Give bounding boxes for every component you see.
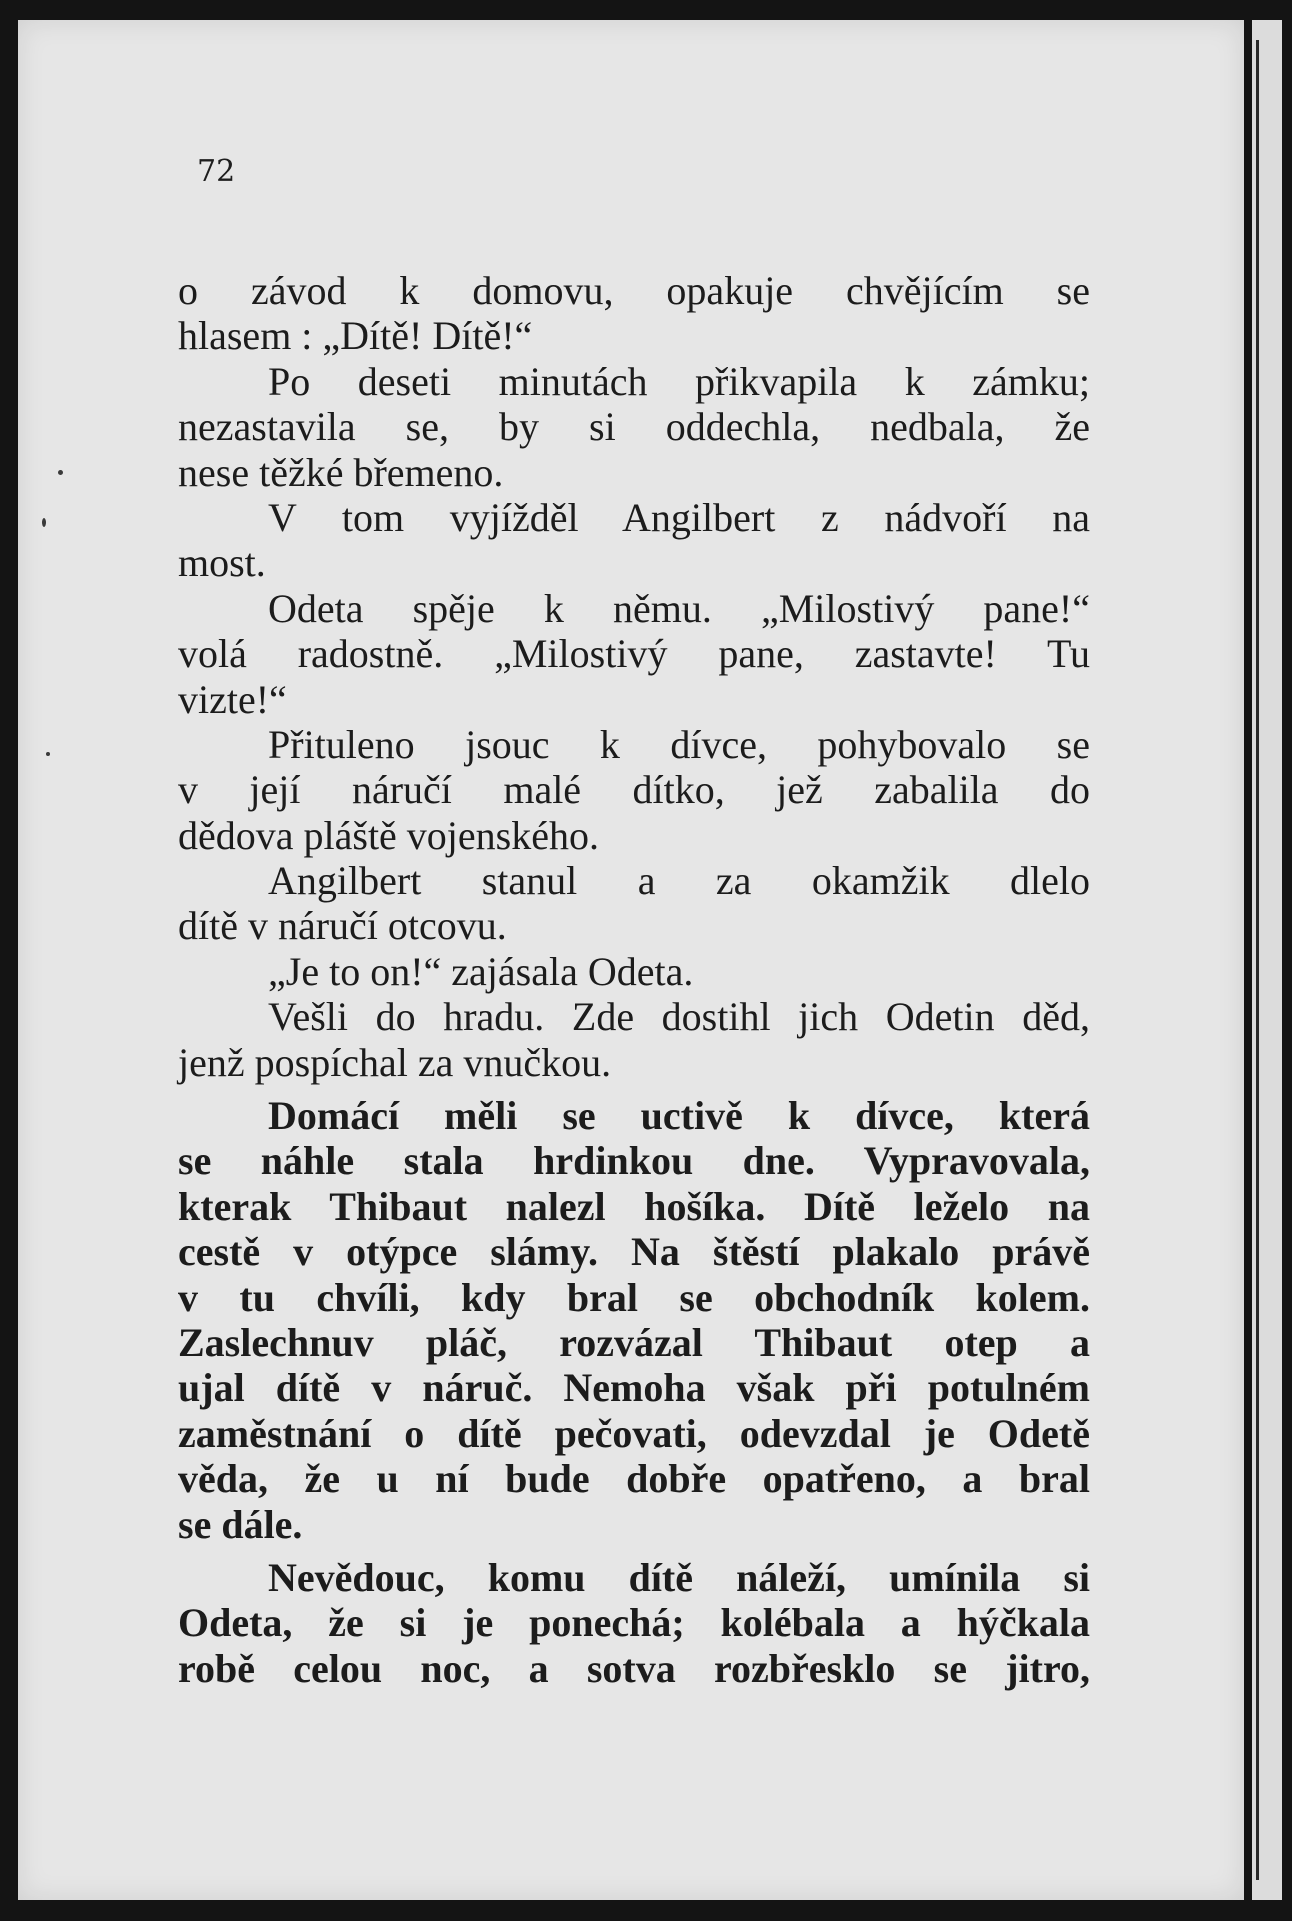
text-line: nese těžké břemeno. (178, 449, 504, 495)
text-line: zaměstnání o dítě pečovati, odevzdal je Odetě (178, 1410, 1090, 1456)
text-line: dítě v náručí otcovu. (178, 903, 507, 949)
text-line: se náhle stala hrdinkou dne. Vypravovala, (178, 1138, 1090, 1184)
text-line: Odeta, že si je ponechá; kolébala a hýčkala (178, 1600, 1090, 1646)
text-line: Zaslechnuv pláč, rozvázal Thibaut otep a (178, 1319, 1090, 1365)
text-line: o závod k domovu, opakuje chvějícím se (178, 268, 1090, 313)
text-line: Domácí měli se uctivě k dívce, která (268, 1093, 1090, 1139)
text-line: Po deseti minutách přikvapila k zámku; (268, 358, 1090, 404)
text-line: v její náručí malé dítko, jež zabalila do (178, 767, 1090, 813)
text-line: se dále. (178, 1501, 303, 1547)
page-number: 72 (197, 154, 236, 189)
dust-speck (58, 470, 63, 475)
text-line: ujal dítě v náruč. Nemoha však při potulném (178, 1365, 1090, 1411)
paragraph-gap (178, 1547, 1090, 1555)
text-line: volá radostně. „Milostivý pane, zastavte! Tu (178, 631, 1090, 677)
text-line: jenž pospíchal za vnučkou. (178, 1039, 612, 1085)
text-line: nezastavila se, by si oddechla, nedbala, že (178, 404, 1090, 450)
text-line: věda, že u ní bude dobře opatřeno, a bral (178, 1456, 1090, 1502)
body-text (178, 268, 1090, 1691)
text-line: vizte!“ (178, 676, 287, 722)
text-line: most. (178, 540, 266, 586)
dust-speck (46, 752, 50, 756)
text-line: v tu chvíli, kdy bral se obchodník kolem. (178, 1274, 1090, 1320)
text-line: kterak Thibaut nalezl hošíka. Dítě leželo na (178, 1183, 1090, 1229)
text-line: cestě v otýpce slámy. Na štěstí plakalo právě (178, 1229, 1090, 1275)
text-line: dědova pláště vojenského. (178, 812, 599, 858)
text-line: Nevědouc, komu dítě náleží, umínila si (268, 1554, 1090, 1600)
text-line: hlasem : „Dítě! Dítě!“ (178, 313, 533, 359)
dust-speck (42, 518, 46, 527)
paragraph-gap (178, 1085, 1090, 1093)
text-line: Odeta spěje k němu. „Milostivý pane!“ (268, 585, 1090, 631)
text-line: robě celou noc, a sotva rozbřesklo se jitro, (178, 1645, 1090, 1691)
text-line: Angilbert stanul a za okamžik dlelo (268, 858, 1090, 904)
text-line: „Je to on!“ zajásala Odeta. (268, 948, 694, 994)
text-line: V tom vyjížděl Angilbert z nádvoří na (268, 494, 1090, 540)
text-line: Vešli do hradu. Zde dostihl jich Odetin děd, (268, 994, 1090, 1040)
text-line: Přituleno jsouc k dívce, pohybovalo se (268, 721, 1090, 767)
gutter-shadow (1256, 40, 1259, 1880)
